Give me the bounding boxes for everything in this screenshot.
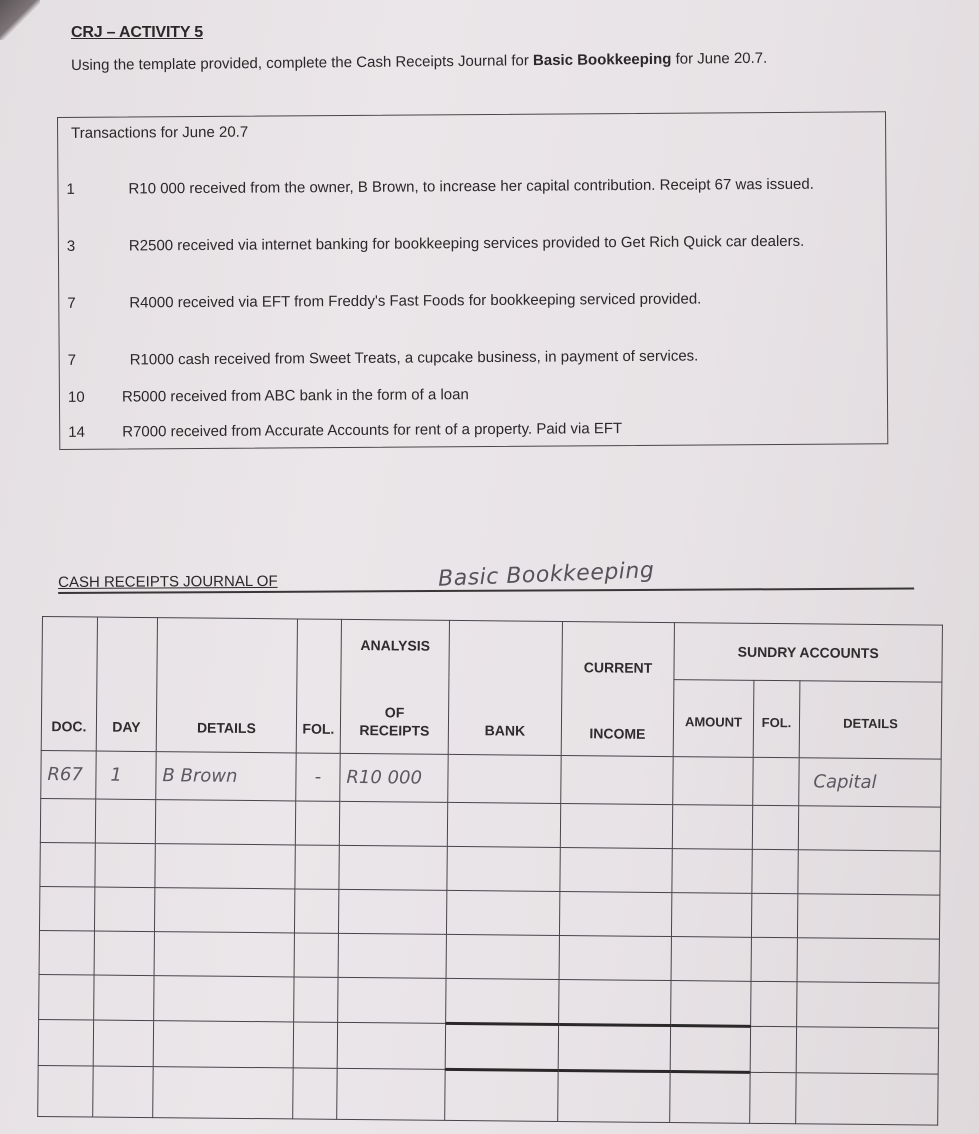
header-current-income (561, 621, 674, 756)
cell-current-income-value (561, 779, 672, 780)
transaction-text: R1000 cash received from Sweet Treats, a cupcake business, in payment of services. (129, 347, 699, 369)
instructions-business-name: Basic Bookkeeping (532, 50, 672, 70)
transaction-item (59, 231, 886, 255)
journal-row (38, 1065, 938, 1125)
header-sundry-fol: FOL. (753, 680, 800, 757)
cell-day[interactable] (94, 975, 154, 1021)
cell-fol[interactable] (293, 1068, 337, 1119)
header-analysis-line3: RECEIPTS (359, 722, 430, 739)
cell-analysis[interactable] (339, 845, 447, 890)
instructions-suffix: for June 20.7. (671, 49, 768, 68)
cell-details[interactable] (153, 1021, 293, 1068)
cell-fol[interactable] (294, 889, 338, 933)
cell-fol[interactable] (295, 845, 339, 889)
cell-sundry-amount[interactable] (672, 805, 752, 850)
cell-sundry-fol[interactable] (751, 937, 797, 981)
journal-title-line (58, 558, 914, 594)
cell-day[interactable] (93, 1066, 153, 1118)
transaction-day: 7 (67, 294, 76, 312)
cell-sundry-amount-value (673, 781, 752, 782)
cell-doc[interactable] (39, 886, 94, 931)
activity-heading: CRJ – ACTIVITY 5 (71, 24, 203, 41)
journal-title: CASH RECEIPTS JOURNAL OF (58, 572, 278, 591)
transaction-day: 1 (66, 180, 75, 198)
cell-bank[interactable] (447, 802, 560, 847)
transaction-item (58, 174, 885, 198)
journal-table (37, 616, 943, 1126)
cell-fol-value: - (314, 766, 322, 788)
cell-analysis[interactable] (338, 977, 446, 1023)
cell-sundry-details[interactable] (798, 850, 940, 895)
cell-sundry-amount[interactable] (671, 937, 751, 982)
cell-day[interactable] (94, 887, 154, 932)
cell-analysis-value: R10 000 (346, 766, 423, 789)
cell-fol[interactable] (294, 933, 338, 977)
transaction-day: 14 (68, 423, 85, 441)
cell-sundry-fol[interactable] (752, 849, 798, 893)
cell-day[interactable] (93, 1020, 153, 1067)
cell-analysis[interactable] (337, 1068, 445, 1120)
header-analysis-line1: ANALYSIS (360, 637, 431, 654)
transaction-day: 3 (66, 237, 76, 255)
cell-details[interactable] (153, 1067, 293, 1119)
cell-current-income[interactable] (558, 1024, 670, 1071)
cell-bank[interactable] (446, 978, 559, 1024)
cell-sundry-details[interactable] (797, 982, 939, 1028)
cell-sundry-details-value: Capital (813, 771, 877, 794)
cell-bank-value (448, 778, 560, 779)
cell-sundry-details[interactable] (798, 806, 940, 851)
cell-current-income[interactable] (561, 755, 673, 804)
instructions-prefix: Using the template provided, complete the Cash Receipts Journal for (71, 52, 534, 74)
cell-bank[interactable] (447, 846, 560, 891)
cell-fol[interactable] (296, 753, 340, 801)
cell-analysis[interactable] (340, 753, 448, 802)
transaction-item (60, 382, 887, 406)
cell-doc[interactable] (38, 1019, 93, 1066)
cell-sundry-details[interactable] (796, 1073, 938, 1125)
cell-sundry-amount[interactable] (670, 1072, 750, 1124)
transaction-text: R7000 received from Accurate Accounts for rent of a property. Paid via EFT (122, 420, 623, 441)
cell-details[interactable] (154, 932, 294, 977)
cell-bank[interactable] (445, 1069, 558, 1121)
cell-sundry-fol[interactable] (751, 981, 797, 1026)
transaction-item (60, 417, 887, 441)
cell-fol[interactable] (295, 801, 339, 845)
cell-bank[interactable] (445, 1023, 558, 1070)
cell-details[interactable] (154, 888, 294, 933)
cell-doc[interactable] (40, 798, 95, 843)
header-doc: DOC. (41, 617, 97, 752)
transaction-text: R10 000 received from the owner, B Brown, to increase her capital contribution. Receipt 67 was issued. (128, 175, 814, 198)
header-sundry-accounts: SUNDRY ACCOUNTS (674, 623, 943, 683)
transaction-text: R5000 received from ABC bank in the form of a loan (121, 386, 469, 406)
cell-details[interactable] (155, 800, 295, 845)
cell-sundry-details[interactable] (799, 758, 941, 807)
cell-fol[interactable] (293, 1022, 337, 1068)
cell-analysis[interactable] (338, 889, 446, 934)
header-bank: BANK (448, 620, 562, 755)
cell-details[interactable] (155, 844, 295, 889)
cell-analysis[interactable] (338, 933, 446, 978)
cell-sundry-amount[interactable] (671, 981, 751, 1027)
cell-sundry-fol[interactable] (752, 805, 798, 849)
transactions-title: Transactions for June 20.7 (71, 123, 249, 142)
transaction-day: 10 (67, 388, 85, 406)
transaction-item (60, 345, 887, 369)
cell-current-income[interactable] (559, 935, 671, 980)
cell-day-value: 1 (110, 764, 123, 786)
cell-day[interactable] (96, 751, 156, 800)
cell-doc-value: R67 (47, 764, 83, 786)
cell-details[interactable] (156, 752, 296, 801)
cell-sundry-fol[interactable] (751, 893, 797, 937)
cell-current-income[interactable] (558, 1070, 670, 1122)
transaction-day: 7 (67, 351, 77, 369)
cell-bank[interactable] (446, 934, 559, 979)
cell-doc[interactable] (39, 930, 94, 975)
transactions-box (57, 111, 888, 450)
cell-doc[interactable] (40, 842, 95, 887)
transaction-text: R4000 received via EFT from Freddy's Fast Foods for bookkeeping serviced provided. (129, 290, 702, 312)
cell-doc[interactable] (41, 750, 96, 799)
header-analysis-lower (341, 703, 448, 740)
cell-current-income[interactable] (560, 803, 672, 848)
header-sundry-amount: AMOUNT (673, 680, 754, 758)
cell-bank[interactable] (448, 754, 561, 803)
header-analysis-of-receipts (340, 619, 449, 754)
cell-bank[interactable] (446, 890, 559, 935)
cell-current-income[interactable] (559, 891, 671, 936)
cell-sundry-fol[interactable] (750, 1072, 796, 1123)
cell-sundry-details[interactable] (796, 1027, 938, 1074)
journal-row (41, 750, 941, 807)
cell-analysis[interactable] (337, 1022, 445, 1069)
header-current-line1: CURRENT (583, 659, 653, 676)
cell-sundry-amount[interactable] (670, 1026, 750, 1073)
cell-day[interactable] (94, 931, 154, 976)
cell-current-income[interactable] (560, 847, 672, 892)
cell-sundry-fol[interactable] (753, 757, 799, 805)
cell-day[interactable] (95, 799, 155, 844)
transaction-item (59, 288, 886, 312)
cell-current-income[interactable] (559, 979, 671, 1025)
header-current-line2: INCOME (589, 725, 646, 742)
journal-owner-handwritten[interactable]: Basic Bookkeeping (437, 558, 655, 592)
header-fol: FOL. (296, 619, 341, 753)
header-day: DAY (96, 617, 157, 752)
cell-details-value: B Brown (162, 765, 238, 787)
cell-sundry-amount[interactable] (673, 757, 753, 806)
cell-doc[interactable] (39, 974, 94, 1020)
header-sundry-details: DETAILS (799, 681, 942, 759)
cell-analysis[interactable] (339, 801, 447, 846)
page-corner-shadow (0, 0, 40, 40)
cell-details[interactable] (154, 976, 294, 1022)
cell-fol[interactable] (294, 977, 338, 1022)
cell-sundry-details[interactable] (797, 938, 939, 983)
cell-doc[interactable] (38, 1065, 93, 1117)
instructions-text (71, 49, 861, 74)
header-details: DETAILS (156, 618, 297, 753)
cash-receipts-journal (37, 616, 942, 1126)
cell-day[interactable] (95, 843, 155, 888)
cell-sundry-amount[interactable] (671, 893, 751, 938)
cell-sundry-details[interactable] (797, 894, 939, 939)
header-analysis-line2: OF (384, 704, 405, 721)
cell-sundry-amount[interactable] (672, 849, 752, 894)
transaction-text: R2500 received via internet banking for bookkeeping services provided to Get Rich Quick car dealers. (128, 232, 805, 255)
cell-sundry-fol[interactable] (750, 1026, 796, 1072)
